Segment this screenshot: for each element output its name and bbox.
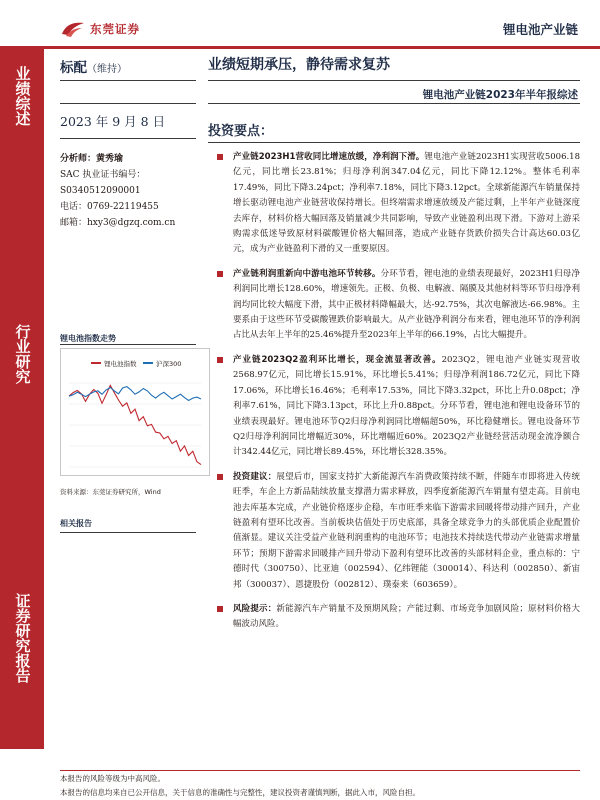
logo-mark-icon <box>60 20 86 38</box>
bullet-text: 分环节看，锂电池的业绩表现最好，2023H1归母净利润同比增长128.60%，增速领先。正极、负极、电解液、隔膜及其他材料等环节归母净利润均同比较大幅度下滑，其中正极材料降幅最大，达-92.75%，其次电解液达-66.98%。主要系由于这些环节受碳酸锂跌价影响最大。从产业链净利润分布来看，锂电池环节的净利润占比从去年上半年的25.46%提升至2023年上半年的66.19%，占比大幅提升。 <box>233 268 580 341</box>
title-divider-left <box>60 80 196 81</box>
bullet-list <box>208 150 580 642</box>
bullet-q2 <box>208 353 580 461</box>
footer-risk-level: 本报告的风险等级为中高风险。 <box>60 774 165 783</box>
chart-title: 锂电池指数走势 <box>60 334 116 343</box>
side-label-industry: 行业研究 <box>13 324 32 384</box>
bullet-lead: 产业链利润重新向中游电池环节转移。 <box>233 268 381 279</box>
report-subtitle: 锂电池产业链2023年半年报综述 <box>422 89 578 101</box>
rating-note: （维持） <box>87 64 127 75</box>
legend-label: 沪深300 <box>156 360 182 368</box>
company-name: 东莞证券 <box>90 22 140 36</box>
company-logo <box>60 18 140 40</box>
bullet-profit-shift <box>208 267 580 344</box>
industry-title: 锂电池产业链 <box>502 22 578 37</box>
bullet-lead: 产业链2023H1营收同比增速放缓，净利润下滑。 <box>233 152 425 162</box>
date-divider-bottom <box>60 138 196 139</box>
date-divider-top <box>60 103 196 104</box>
side-label-summary: 业绩综述 <box>13 66 32 126</box>
title-divider-right <box>208 80 580 81</box>
series-line-hs300 <box>69 387 201 401</box>
bullet-lead: 风险提示： <box>233 603 277 614</box>
index-chart-svg <box>61 349 209 475</box>
footer <box>60 772 420 800</box>
bullet-square-icon <box>217 606 223 612</box>
bullet-revenue <box>208 150 580 258</box>
invest-heading: 投资要点： <box>208 124 274 139</box>
bullet-investment-advice <box>208 470 580 593</box>
bullet-square-icon <box>217 271 223 277</box>
related-divider <box>60 532 196 533</box>
related-reports-heading: 相关报告 <box>60 519 92 528</box>
legend-label: 锂电池指数 <box>104 360 137 368</box>
index-chart <box>60 348 210 476</box>
bullet-text: 2023Q2，锂电池产业链实现营收2568.97亿元，同比增长15.91%，环比增长5.41%；归母净利润186.72亿元，同比下降17.06%，环比增长16.46%；毛利率17.53%，同比下降3.32pct，环比上升0.08pct；净利率7.61%，同比下降3.13pct，环比上升0.88pct。分环节看，锂电池和锂电设备环节的业绩表现最好。锂电池环节Q2归母净利润同比增幅超50%，环比稳健增长。锂电设备环节Q2归母净利润同比增幅近30%，环比增幅近60%。2023Q2产业链经营活动现金流净额合计342.44亿元，同比增长89.45%，环比增长328.35%。 <box>233 354 580 458</box>
bullet-square-icon <box>217 357 223 363</box>
bullet-square-icon <box>217 154 223 160</box>
report-date: 2023 年 9 月 8 日 <box>60 114 166 129</box>
analyst-email[interactable]: 邮箱：hxy3@dgzq.com.cn <box>60 218 176 228</box>
sac-number: S0340512090001 <box>60 186 141 196</box>
analyst-info <box>60 151 175 231</box>
page-title: 业绩短期承压，静待需求复苏 <box>208 57 390 73</box>
analyst-phone: 电话：0769-22119455 <box>60 202 159 212</box>
bullet-text: 展望后市，国家支持扩大新能源汽车消费政策持续不断，伴随车市即将进入传统旺季，车企上方新品陆续放量支撑潜力需求释放，四季度新能源汽车销量有望走高。目前电池去库基本完成，产业链价格逐步企稳，车市旺季来临下游需求回暖将带动排产回升，产业链盈利有望环比改善。当前板块估值处于历史底部，具备全球竞争力的头部优质企业配置价值渐显。建议关注受益产业链利润重构的电池环节；电池技术持续迭代带动产业链需求增量环节；预期下游需求回暖排产回升带动下盈利有望环比改善的头部材料企业，重点标的：宁德时代（300750）、比亚迪（002594）、亿纬锂能（300014）、科达利（002850）、新宙邦（300037）、恩捷股份（002812）、璞泰来（603659）。 <box>233 471 580 590</box>
bullet-text: 锂电池产业链2023H1实现营收5006.18亿元，同比增长23.81%；归母净利润347.04亿元，同比下降12.12%。整体毛利率17.49%，同比下降3.24pct；净利率7.18%，同比下降3.12pct。全球新能源汽车销量保持增长驱动锂电池产业链营收保持增长。但终端需求增速放缓及产能过剩，上半年产业链深度去库存，材料价格大幅回落及销量减少共同影响，导致产业链盈利出现下滑。下游对上游采购需求低迷导致原材料碳酸锂价格大幅回落，造成产业链存货跌价损失合计高达60.03亿元，成为产业链盈利下滑的又一重要原因。 <box>233 152 581 255</box>
subtitle-divider <box>208 103 580 104</box>
bullet-text: 新能源汽车产销量不及预期风险；产能过剩、市场竞争加剧风险；原材料价格大幅波动风险。 <box>233 603 580 630</box>
bullet-risk <box>208 602 580 633</box>
bullet-lead: 投资建议： <box>233 471 277 482</box>
analyst-name: 分析师：黄秀瑜 <box>60 154 124 164</box>
side-label-report: 证券研究报告 <box>13 593 32 683</box>
chart-source: 资料来源：东莞证券研究所，Wind <box>60 488 161 496</box>
header-divider <box>0 46 600 49</box>
footer-divider <box>60 770 580 771</box>
bullet-lead: 产业链2023Q2盈利环比增长，现金流显著改善。 <box>233 354 442 365</box>
chart-title-divider <box>60 344 196 345</box>
rating: 标配（维持） <box>60 60 127 76</box>
sac-label: SAC 执业证书编号： <box>60 170 146 180</box>
bullet-square-icon <box>217 474 223 480</box>
invest-divider <box>208 142 580 143</box>
footer-disclaimer: 本报告的信息均来自已公开信息，关于信息的准确性与完整性，建议投资者谨慎判断，据此入市，风险自担。 <box>60 788 420 797</box>
